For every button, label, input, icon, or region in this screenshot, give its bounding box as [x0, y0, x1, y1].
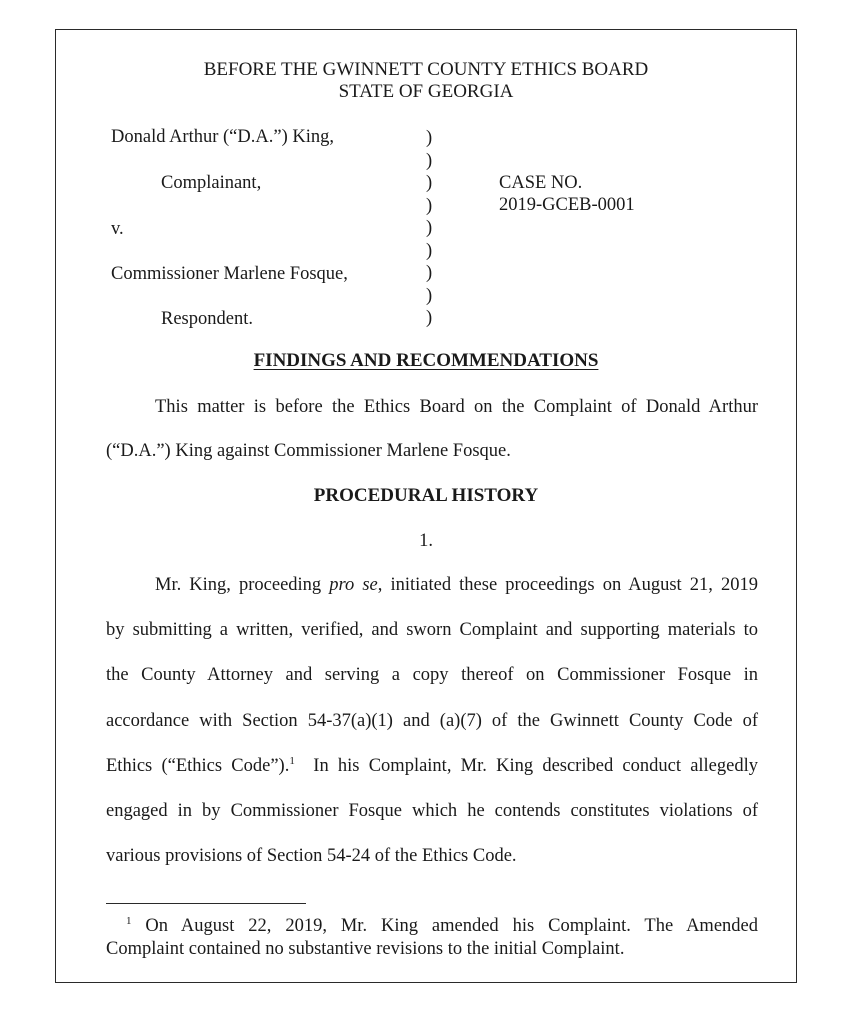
paragraph-line-5-pre: Ethics (“Ethics Code”).	[106, 756, 290, 776]
footnote-line-1-text: On August 22, 2019, Mr. King amended his Complaint. The Amended	[131, 916, 758, 936]
paragraph-line-6: engaged in by Commissioner Fosque which he contends constitutes violations of	[106, 801, 758, 821]
document-title	[56, 350, 796, 372]
intro-line-2: (“D.A.”) King against Commissioner Marlene Fosque.	[106, 441, 511, 461]
case-number-label: CASE NO.	[499, 173, 583, 193]
paragraph-line-5	[106, 756, 758, 777]
footnote-reference: 1	[289, 754, 295, 767]
footnote-line-2: Complaint contained no substantive revisions to the initial Complaint.	[106, 939, 625, 959]
footnote-marker: 1	[126, 914, 132, 927]
section-heading: PROCEDURAL HISTORY	[313, 485, 539, 506]
paragraph-line-2: by submitting a written, verified, and sworn Complaint and supporting materials to	[106, 620, 758, 640]
paragraph-number: 1.	[419, 531, 433, 551]
header-line-2: STATE OF GEORGIA	[338, 81, 514, 102]
paragraph-line-7: various provisions of Section 54-24 of the Ethics Code.	[106, 846, 517, 866]
paragraph-line-1-post: , initiated these proceedings on August 21, 2019	[377, 575, 758, 595]
paragraph-line-1-pre: Mr. King, proceeding	[155, 575, 330, 595]
footnote-separator	[106, 903, 306, 904]
complainant-role: Complainant,	[161, 173, 262, 193]
case-number-value: 2019-GCEB-0001	[499, 195, 635, 215]
respondent-name: Commissioner Marlene Fosque,	[111, 264, 348, 284]
paragraph-line-4: accordance with Section 54-37(a)(1) and (a)(7) of the Gwinnett County Code of	[106, 711, 758, 731]
paragraph-line-3: the County Attorney and serving a copy thereof on Commissioner Fosque in	[106, 665, 758, 685]
respondent-role: Respondent.	[161, 309, 253, 329]
versus: v.	[111, 219, 124, 239]
document-title-text: FINDINGS AND RECOMMENDATIONS	[253, 350, 599, 371]
complainant-name: Donald Arthur (“D.A.”) King,	[111, 127, 334, 147]
footnote-line-1	[126, 916, 758, 937]
paragraph-line-5-post: In his Complaint, Mr. King described conduct allegedly	[294, 756, 758, 776]
caption-parentheses: ) ) ) ) ) ) ) ) )	[426, 128, 433, 328]
header-line-1: BEFORE THE GWINNETT COUNTY ETHICS BOARD	[203, 59, 649, 80]
document-page	[55, 29, 797, 983]
pro-se-italic: pro se	[329, 575, 378, 595]
paragraph-line-1	[155, 575, 758, 596]
intro-line-1: This matter is before the Ethics Board on the Complaint of Donald Arthur	[155, 397, 758, 417]
